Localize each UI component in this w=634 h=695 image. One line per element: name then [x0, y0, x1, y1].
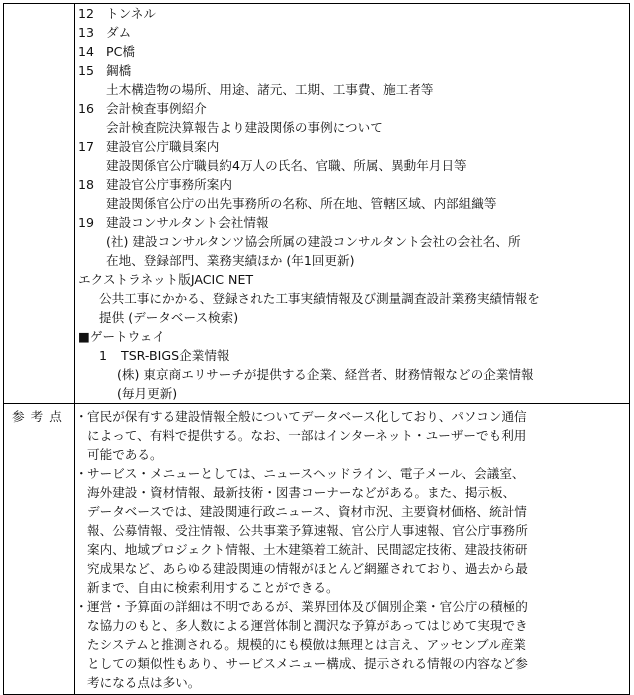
reference-bullets: [75, 404, 629, 692]
bullet-line: [75, 464, 629, 483]
list-item: [75, 4, 629, 23]
bullet-indent: [75, 616, 87, 635]
item-title: 会計検査事例紹介: [106, 101, 207, 116]
bullet-text: たシステムと推測される。規模的にも模倣は無理とは言え、アッセンブル産業: [87, 637, 526, 652]
bullet-indent: [75, 578, 87, 597]
bullet-indent: [75, 540, 87, 559]
bullet-indent: [75, 559, 87, 578]
gateway-desc-line: (毎月更新): [117, 386, 178, 401]
item-number: 19: [78, 215, 95, 230]
bullet-text: 考になる点は多い。: [87, 675, 201, 690]
list-item: [75, 213, 629, 232]
list-item: [75, 23, 629, 42]
bullet-line: [75, 559, 629, 578]
list-item: [75, 137, 629, 156]
service-list: [75, 4, 629, 270]
gateway-heading: ■ゲートウェイ: [78, 329, 165, 344]
bullet-line: [75, 445, 629, 464]
table-row: [4, 4, 630, 404]
bullet-line: [75, 654, 629, 673]
bullet-indent: [75, 445, 87, 464]
item-description: (社) 建設コンサルタンツ協会所属の建設コンサルタント会社の会社名、所: [106, 234, 521, 249]
item-description: 会計検査院決算報告より建設関係の事例について: [106, 120, 383, 135]
bullet-text: 報、公募情報、受注情報、公共事業予算速報、官公庁人事速報、官公庁事務所: [87, 523, 528, 538]
item-description: 建設関係官公庁職員約4万人の氏名、官職、所属、異動年月日等: [106, 158, 467, 173]
item-title: PC橋: [106, 44, 135, 59]
item-number: 14: [78, 44, 95, 59]
bullet-mark: ・: [75, 409, 88, 424]
bullet-mark: ・: [75, 599, 88, 614]
bullet-text: な協力のもと、多人数による運営体制と潤沢な予算があってはじめて実現でき: [87, 618, 528, 633]
list-item: [75, 175, 629, 194]
item-description: 建設関係官公庁の出先事務所の名称、所在地、管轄区域、内部組織等: [106, 196, 497, 211]
bullet-text: 案内、地域プロジェクト情報、土木建築着工統計、民間認定技術、建設技術研: [87, 542, 528, 557]
bullet-line: [75, 540, 629, 559]
item-title: 鋼橋: [106, 63, 132, 78]
reference-label-cell: [4, 404, 75, 695]
bullet-text: 海外建設・資材情報、最新技術・図書コーナーなどがある。また、掲示板、: [87, 485, 516, 500]
item-description: 土木構造物の場所、用途、諸元、工期、工事費、施工者等: [106, 82, 434, 97]
item-title: トンネル: [106, 6, 156, 21]
bullet-indent: [75, 502, 87, 521]
bullet-text: 究成果など、あらゆる建設関連の情報がほとんど網羅されており、過去から最: [87, 561, 528, 576]
item-number: 18: [78, 177, 95, 192]
bullet-indent: [75, 483, 87, 502]
bullet-indent: [75, 426, 87, 445]
bullet-line: [75, 483, 629, 502]
item-title: 建設コンサルタント会社情報: [106, 215, 269, 230]
list-item: [75, 42, 629, 61]
table-row: [4, 404, 630, 695]
extranet-heading: エクストラネット版JACIC NET: [78, 272, 254, 287]
item-title: 建設官公庁事務所案内: [106, 177, 232, 192]
bullet-line: [75, 578, 629, 597]
reference-label: 参考点: [12, 409, 68, 424]
gateway-desc-line: (株) 東京商エリサーチが提供する企業、経営者、財務情報などの企業情報: [117, 367, 534, 382]
bullet-line: [75, 521, 629, 540]
bullet-text: データベースでは、建設関連行政ニュース、資材市況、主要資材価格、統計情: [87, 504, 527, 519]
item-description: 在地、登録部門、業務実績ほか (年1回更新): [106, 253, 355, 268]
bullet-indent: [75, 521, 87, 540]
gateway-item-title: TSR-BIGS企業情報: [121, 348, 230, 363]
item-number: 15: [78, 63, 95, 78]
bullet-line: [75, 502, 629, 521]
bullet-line: [75, 597, 629, 616]
list-item: [75, 61, 629, 80]
bullet-line: [75, 616, 629, 635]
bullet-line: [75, 407, 629, 426]
item-number: 13: [78, 25, 95, 40]
bullet-line: [75, 635, 629, 654]
bullet-text: 運営・予算面の詳細は不明であるが、業界団体及び個別企業・官公庁の積極的: [87, 599, 528, 614]
gateway-item: [75, 346, 629, 365]
document-table: [3, 3, 630, 695]
bullet-text: によって、有料で提供する。なお、一部はインターネット・ユーザーでも利用: [87, 428, 527, 443]
item-number: 17: [78, 139, 95, 154]
service-list-cell: [75, 4, 630, 404]
gateway-item-number: 1: [99, 348, 108, 363]
item-title: ダム: [106, 25, 132, 40]
bullet-text: 可能である。: [87, 447, 163, 462]
list-item: [75, 99, 629, 118]
bullet-text: としての類似性もあり、サービスメニュー構成、提示される情報の内容など参: [87, 656, 528, 671]
extranet-desc-line: 提供 (データベース検索): [99, 310, 239, 325]
item-number: 12: [78, 6, 95, 21]
extranet-desc-line: 公共工事にかかる、登録された工事実績情報及び測量調査設計業務実績情報を: [99, 291, 540, 306]
bullet-line: [75, 426, 629, 445]
bullet-text: サービス・メニューとしては、ニュースヘッドライン、電子メール、会議室、: [87, 466, 525, 481]
reference-content-cell: [75, 404, 630, 695]
empty-label-cell: [4, 4, 75, 404]
bullet-text: 新まで、自由に検索利用することができる。: [87, 580, 339, 595]
bullet-indent: [75, 635, 87, 654]
bullet-mark: ・: [75, 466, 88, 481]
item-number: 16: [78, 101, 95, 116]
bullet-text: 官民が保有する建設情報全般についてデータベース化しており、パソコン通信: [87, 409, 527, 424]
item-title: 建設官公庁職員案内: [106, 139, 220, 154]
bullet-indent: [75, 654, 87, 673]
